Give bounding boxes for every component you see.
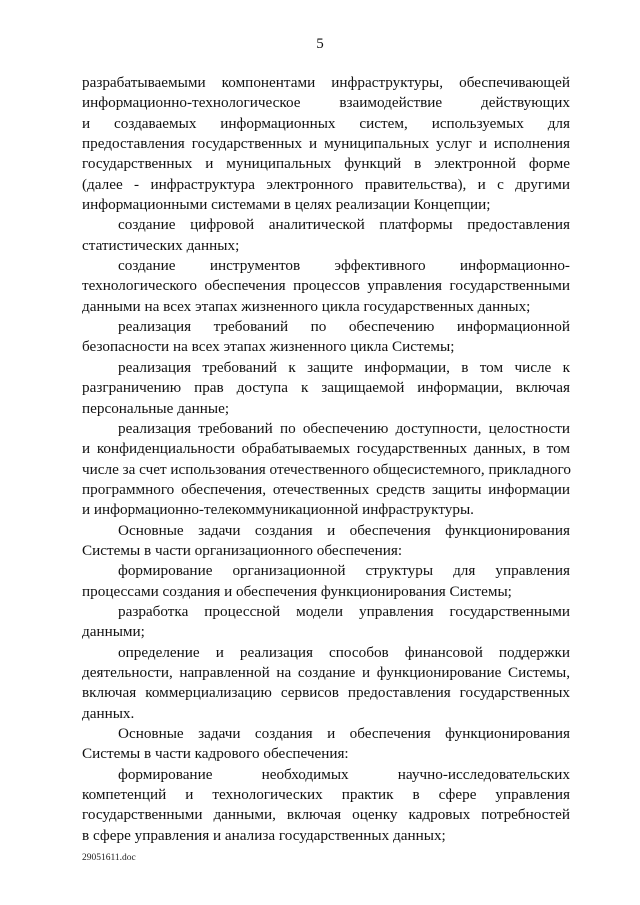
text-line: Системы в части кадрового обеспечения: <box>82 745 349 763</box>
text-line: государственных и муниципальных функций в электронной форме <box>82 155 570 173</box>
text-line: формирование необходимых научно-исследовательских <box>118 765 570 783</box>
text-line: формирование организационной структуры для управления <box>118 562 570 580</box>
text-line: технологического обеспечения процессов управления государственными <box>82 277 570 295</box>
text-line: и конфиденциальности обрабатываемых государственных данных, в том <box>82 440 570 458</box>
text-line: определение и реализация способов финансовой поддержки <box>118 643 570 661</box>
text-line: разграничению прав доступа к защищаемой информации, включая <box>82 379 570 397</box>
text-line: компетенций и технологических практик в сфере управления <box>82 786 570 804</box>
document-body <box>82 73 570 846</box>
text-line: создание цифровой аналитической платформы предоставления <box>118 216 570 234</box>
text-line: Основные задачи создания и обеспечения функционирования <box>118 725 570 742</box>
text-line: включая коммерциализацию сервисов предоставления государственных <box>82 684 570 702</box>
text-line: реализация требований к защите информации, в том числе к <box>118 358 570 376</box>
text-line: данными; <box>82 623 145 641</box>
text-line: и создаваемых информационных систем, используемых для <box>82 114 570 132</box>
text-line: предоставления государственных и муниципальных услуг и исполнения <box>82 135 570 153</box>
text-line: разработка процессной модели управления государственными <box>118 602 570 620</box>
text-line: данных. <box>82 704 135 722</box>
text-line: реализация требований по обеспечению информационной <box>118 318 570 336</box>
text-line: в сфере управления и анализа государственных данных; <box>82 826 446 844</box>
text-line: создание инструментов эффективного информационно- <box>118 257 570 275</box>
text-line: деятельности, направленной на создание и функционирование Системы, <box>82 663 570 681</box>
text-line: процессами создания и обеспечения функционирования Системы; <box>82 582 512 600</box>
text-line: данными на всех этапах жизненного цикла государственных данных; <box>82 297 531 315</box>
text-line: числе за счет использования отечественного общесистемного, прикладного <box>82 460 571 478</box>
text-line: программного обеспечения, отечественных средств защиты информации <box>82 480 570 498</box>
text-line: информационными системами в целях реализации Концепции; <box>82 196 491 214</box>
text-line: Основные задачи создания и обеспечения функционирования <box>118 521 570 539</box>
page-number: 5 <box>316 36 324 52</box>
text-line: (далее - инфраструктура электронного правительства), и с другими <box>82 175 570 193</box>
file-code-footer: 29051611.doc <box>82 853 136 863</box>
text-line: Системы в части организационного обеспечения: <box>82 541 403 559</box>
text-line: государственными данными, включая оценку кадровых потребностей <box>82 806 570 824</box>
text-line: разрабатываемыми компонентами инфраструктуры, обеспечивающей <box>82 74 570 91</box>
text-line: и информационно-телекоммуникационной инфраструктуры. <box>82 501 474 519</box>
text-line: статистических данных; <box>82 236 240 254</box>
text-line: информационно-технологическое взаимодействие действующих <box>82 94 570 112</box>
text-line: персональные данные; <box>82 399 230 417</box>
text-line: реализация требований по обеспечению доступности, целостности <box>118 419 570 437</box>
text-line: безопасности на всех этапах жизненного цикла Системы; <box>82 338 455 356</box>
